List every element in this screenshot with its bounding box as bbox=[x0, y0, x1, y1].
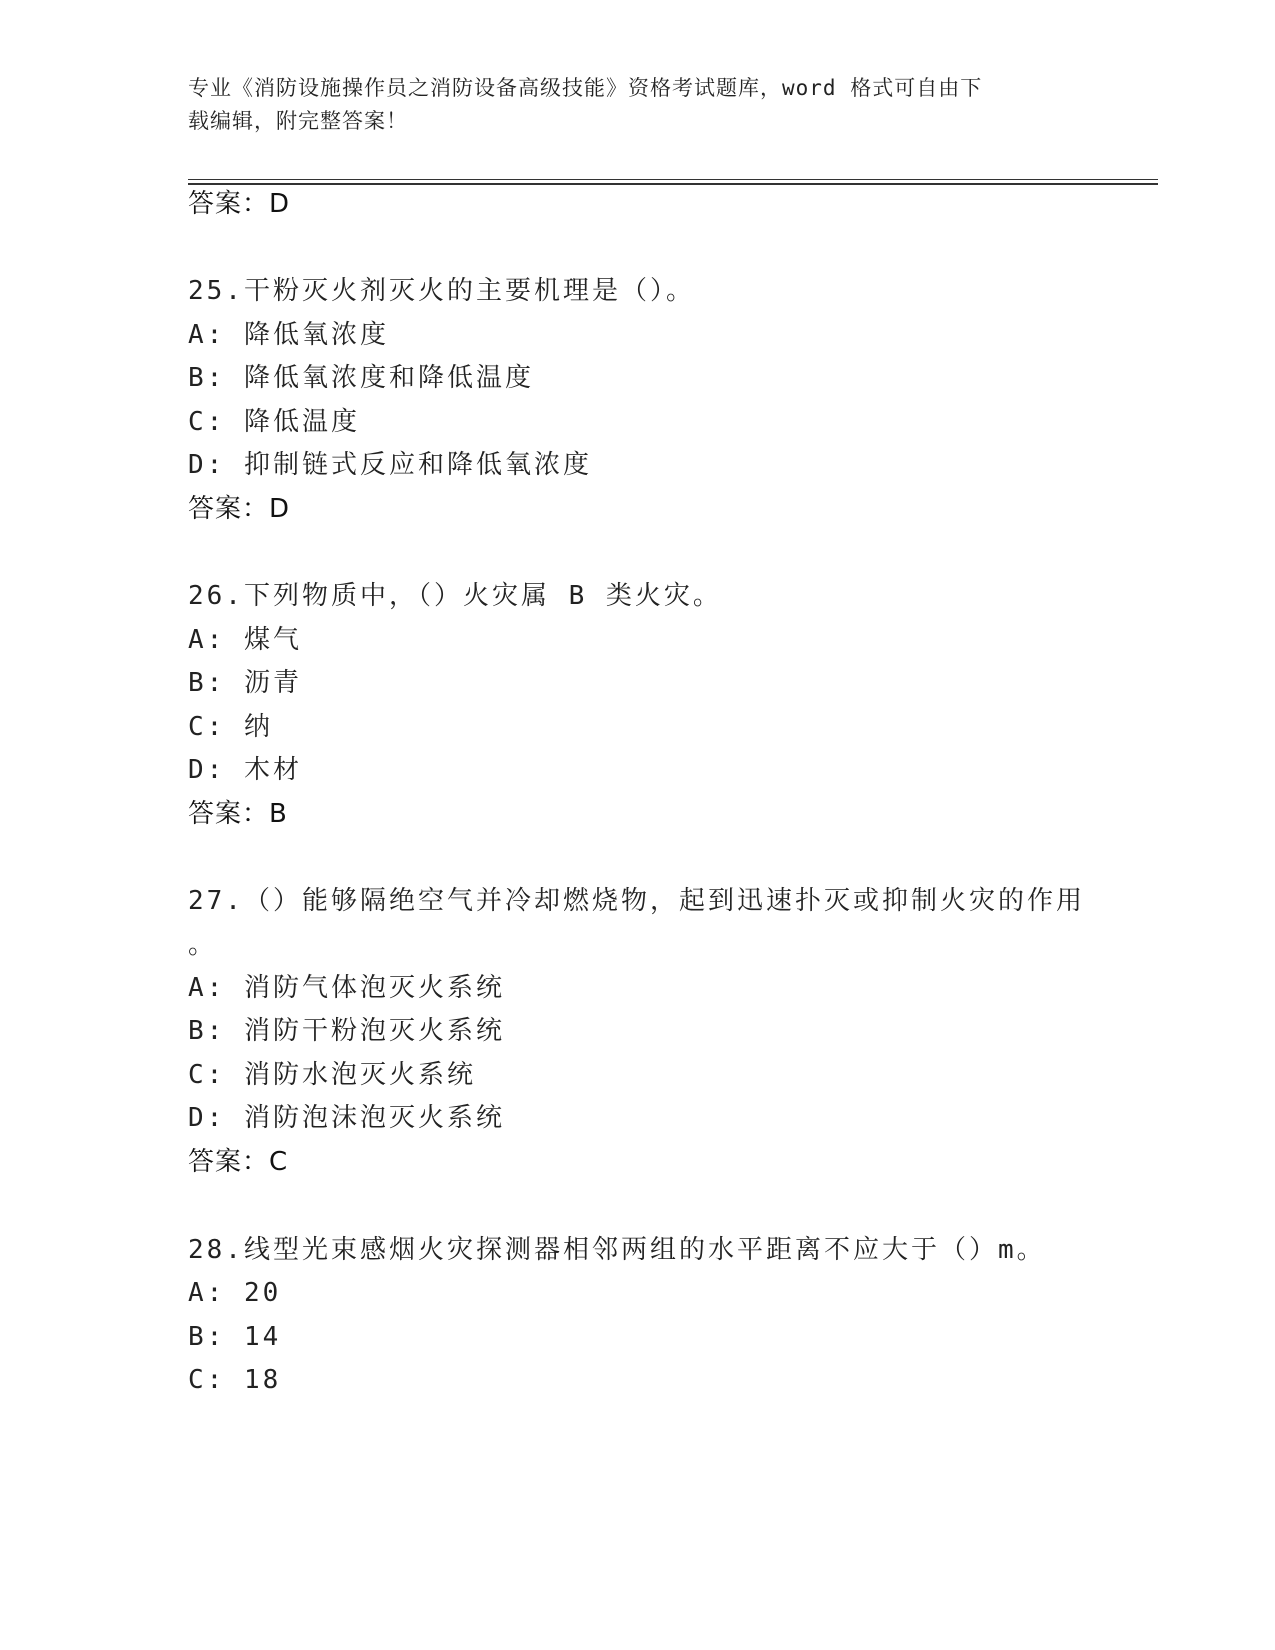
option-25-d: D: 抑制链式反应和降低氧浓度 bbox=[188, 450, 592, 480]
option-27-a: A: 消防气体泡灭火系统 bbox=[188, 973, 505, 1003]
option-25-b: B: 降低氧浓度和降低温度 bbox=[188, 363, 534, 393]
option-27-c: C: 消防水泡灭火系统 bbox=[188, 1060, 476, 1090]
option-25-a: A: 降低氧浓度 bbox=[188, 320, 389, 350]
answer-27: 答案：C bbox=[188, 1147, 289, 1177]
question-stem-27-continued: 。 bbox=[188, 930, 218, 960]
header-line-2: 载编辑，附完整答案！ bbox=[188, 109, 408, 133]
option-27-b: B: 消防干粉泡灭火系统 bbox=[188, 1016, 505, 1046]
option-26-d: D: 木材 bbox=[188, 755, 302, 785]
header-line-1: 专业《消防设施操作员之消防设备高级技能》资格考试题库，word 格式可自由下 bbox=[188, 76, 983, 100]
question-stem-26: 26.下列物质中，（）火灾属 B 类火灾。 bbox=[188, 581, 722, 611]
option-26-c: C: 纳 bbox=[188, 712, 273, 742]
answer-prev: 答案：D bbox=[188, 189, 291, 219]
option-28-c: C: 18 bbox=[188, 1365, 282, 1395]
option-26-b: B: 沥青 bbox=[188, 668, 302, 698]
option-25-c: C: 降低温度 bbox=[188, 407, 360, 437]
option-26-a: A: 煤气 bbox=[188, 625, 302, 655]
option-28-a: A: 20 bbox=[188, 1278, 282, 1308]
header-divider-thin bbox=[188, 179, 1158, 180]
document-header bbox=[188, 72, 1068, 138]
answer-25: 答案：D bbox=[188, 494, 291, 524]
header-divider-thick bbox=[188, 183, 1158, 185]
option-28-b: B: 14 bbox=[188, 1322, 282, 1352]
question-stem-27: 27.（）能够隔绝空气并冷却燃烧物，起到迅速扑灭或抑制火灾的作用 bbox=[188, 886, 1085, 916]
answer-26: 答案：B bbox=[188, 799, 288, 829]
question-stem-25: 25.干粉灭火剂灭火的主要机理是（）。 bbox=[188, 276, 695, 306]
question-stem-28: 28.线型光束感烟火灾探测器相邻两组的水平距离不应大于（）m。 bbox=[188, 1235, 1046, 1265]
option-27-d: D: 消防泡沫泡灭火系统 bbox=[188, 1103, 505, 1133]
